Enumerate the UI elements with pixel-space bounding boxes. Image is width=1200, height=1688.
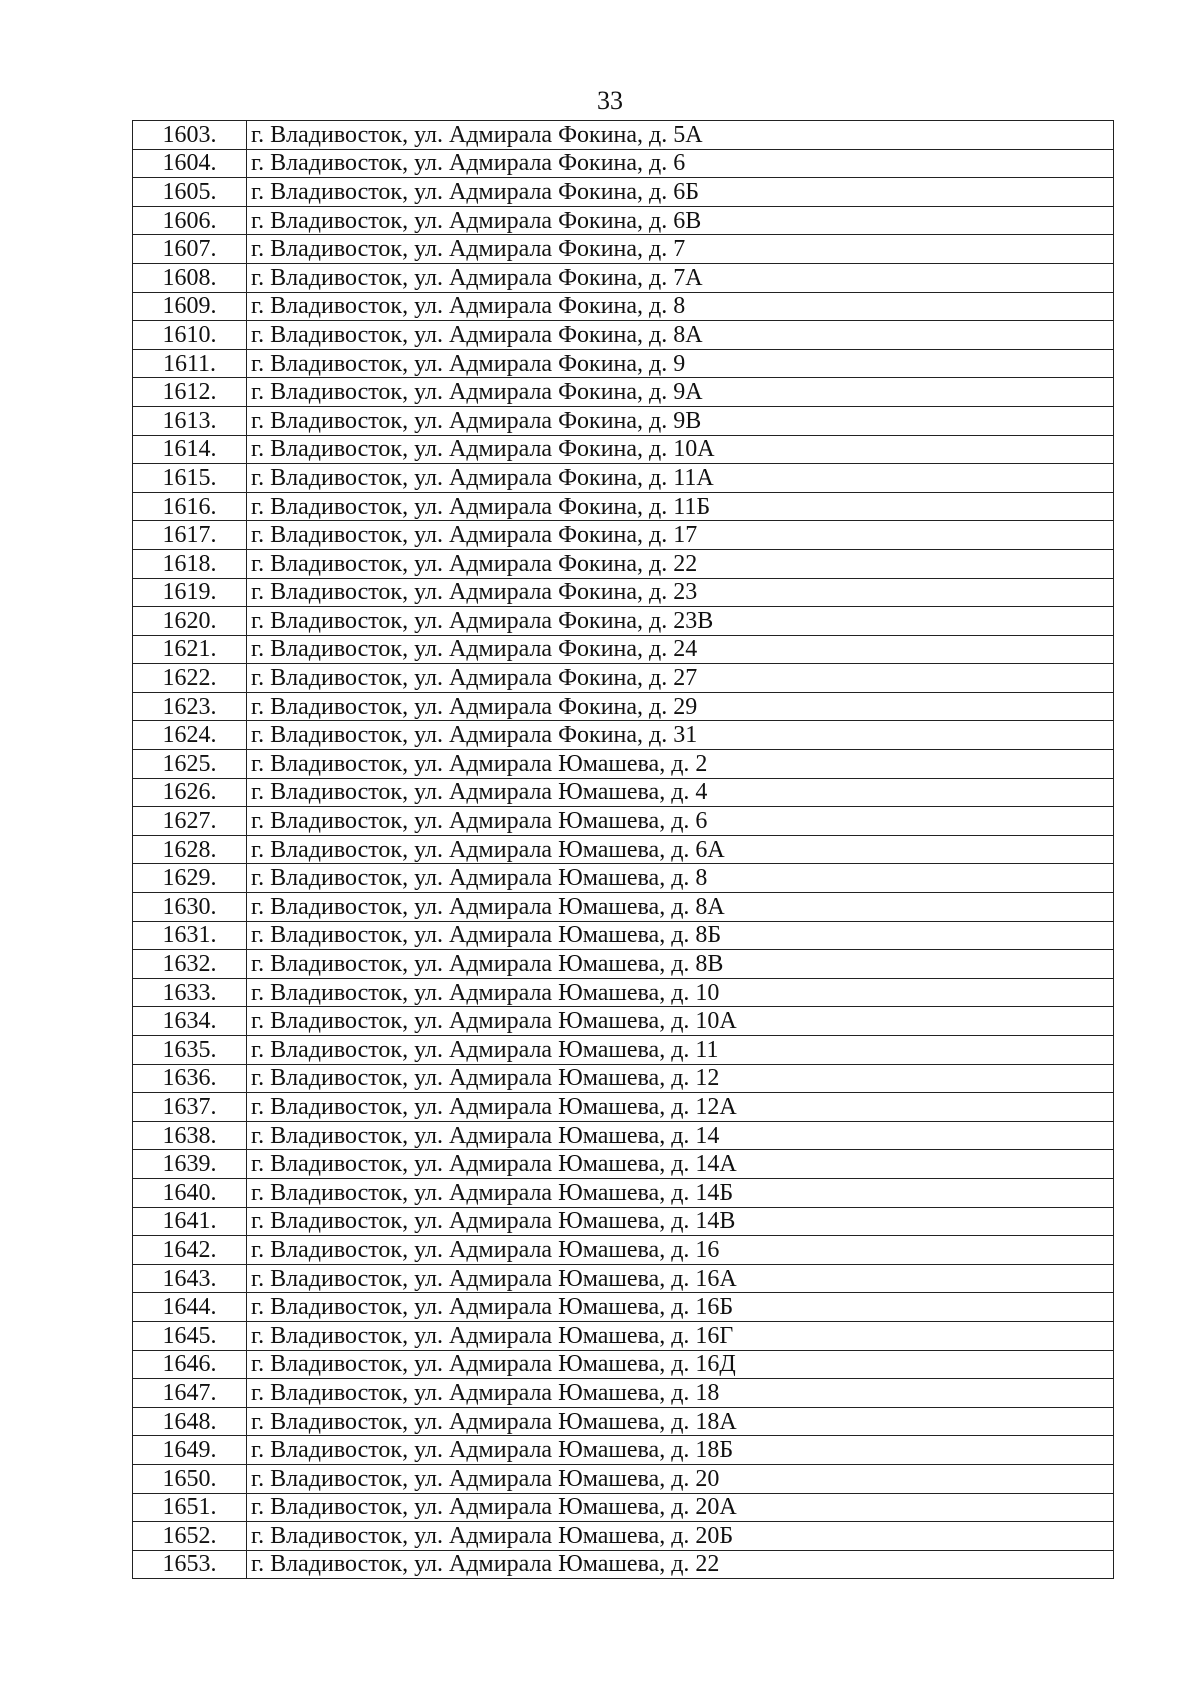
row-address: г. Владивосток, ул. Адмирала Юмашева, д. 16Д [247,1350,1114,1379]
table-row [133,978,1114,1007]
row-number: 1634. [133,1007,247,1036]
table-row [133,692,1114,721]
table-row [133,1007,1114,1036]
row-number: 1603. [133,121,247,150]
row-address: г. Владивосток, ул. Адмирала Юмашева, д. 14В [247,1207,1114,1236]
table-row [133,321,1114,350]
table-row [133,778,1114,807]
row-number: 1637. [133,1093,247,1122]
row-address: г. Владивосток, ул. Адмирала Юмашева, д. 12А [247,1093,1114,1122]
row-address: г. Владивосток, ул. Адмирала Юмашева, д. 16 [247,1236,1114,1265]
row-number: 1627. [133,807,247,836]
row-address: г. Владивосток, ул. Адмирала Фокина, д. 10А [247,435,1114,464]
row-address: г. Владивосток, ул. Адмирала Юмашева, д. 14А [247,1150,1114,1179]
row-address: г. Владивосток, ул. Адмирала Фокина, д. 17 [247,521,1114,550]
table-row [133,464,1114,493]
row-number: 1628. [133,835,247,864]
row-number: 1609. [133,292,247,321]
row-number: 1623. [133,692,247,721]
row-address: г. Владивосток, ул. Адмирала Юмашева, д. 20 [247,1464,1114,1493]
row-address: г. Владивосток, ул. Адмирала Фокина, д. 9А [247,378,1114,407]
table-row [133,1522,1114,1551]
row-address: г. Владивосток, ул. Адмирала Фокина, д. 9 [247,349,1114,378]
row-address: г. Владивосток, ул. Адмирала Юмашева, д. 4 [247,778,1114,807]
row-address: г. Владивосток, ул. Адмирала Фокина, д. 9В [247,406,1114,435]
row-number: 1613. [133,406,247,435]
row-number: 1640. [133,1178,247,1207]
table-row [133,1379,1114,1408]
row-number: 1648. [133,1407,247,1436]
table-row [133,664,1114,693]
table-row [133,1493,1114,1522]
row-address: г. Владивосток, ул. Адмирала Юмашева, д. 18Б [247,1436,1114,1465]
table-row [133,1150,1114,1179]
table-row [133,1293,1114,1322]
table-row [133,1207,1114,1236]
row-number: 1652. [133,1522,247,1551]
row-address: г. Владивосток, ул. Адмирала Фокина, д. 22 [247,549,1114,578]
row-address: г. Владивосток, ул. Адмирала Юмашева, д. 8 [247,864,1114,893]
page-number: 33 [597,86,623,115]
table-row [133,893,1114,922]
table-row [133,378,1114,407]
table-row [133,235,1114,264]
row-number: 1633. [133,978,247,1007]
address-table [132,120,1114,1579]
table-row [133,149,1114,178]
row-number: 1649. [133,1436,247,1465]
row-number: 1620. [133,607,247,636]
row-number: 1629. [133,864,247,893]
row-number: 1615. [133,464,247,493]
row-address: г. Владивосток, ул. Адмирала Юмашева, д. 10 [247,978,1114,1007]
row-address: г. Владивосток, ул. Адмирала Юмашева, д. 16Б [247,1293,1114,1322]
table-row [133,835,1114,864]
row-number: 1617. [133,521,247,550]
row-number: 1651. [133,1493,247,1522]
row-address: г. Владивосток, ул. Адмирала Юмашева, д. 2 [247,750,1114,779]
row-address: г. Владивосток, ул. Адмирала Юмашева, д. 10А [247,1007,1114,1036]
row-number: 1625. [133,750,247,779]
table-row [133,1321,1114,1350]
table-row [133,1550,1114,1579]
table-row [133,750,1114,779]
table-row [133,521,1114,550]
row-number: 1644. [133,1293,247,1322]
row-number: 1630. [133,893,247,922]
row-number: 1632. [133,950,247,979]
table-row [133,206,1114,235]
row-address: г. Владивосток, ул. Адмирала Юмашева, д. 20Б [247,1522,1114,1551]
table-row [133,721,1114,750]
table-row [133,1036,1114,1065]
row-number: 1624. [133,721,247,750]
row-number: 1611. [133,349,247,378]
row-number: 1618. [133,549,247,578]
table-row [133,1093,1114,1122]
row-number: 1606. [133,206,247,235]
row-address: г. Владивосток, ул. Адмирала Юмашева, д. 18А [247,1407,1114,1436]
table-row [133,1407,1114,1436]
table-row [133,950,1114,979]
table-row [133,807,1114,836]
row-address: г. Владивосток, ул. Адмирала Юмашева, д. 22 [247,1550,1114,1579]
table-row [133,1436,1114,1465]
row-number: 1653. [133,1550,247,1579]
row-address: г. Владивосток, ул. Адмирала Юмашева, д. 14Б [247,1178,1114,1207]
row-address: г. Владивосток, ул. Адмирала Фокина, д. 6В [247,206,1114,235]
row-number: 1641. [133,1207,247,1236]
row-address: г. Владивосток, ул. Адмирала Фокина, д. 27 [247,664,1114,693]
row-address: г. Владивосток, ул. Адмирала Юмашева, д. 16Г [247,1321,1114,1350]
row-number: 1645. [133,1321,247,1350]
row-number: 1605. [133,178,247,207]
row-address: г. Владивосток, ул. Адмирала Фокина, д. 6 [247,149,1114,178]
row-number: 1608. [133,263,247,292]
row-number: 1610. [133,321,247,350]
table-row [133,1350,1114,1379]
table-row [133,1064,1114,1093]
table-row [133,292,1114,321]
row-address: г. Владивосток, ул. Адмирала Юмашева, д. 8Б [247,921,1114,950]
row-number: 1621. [133,635,247,664]
table-row [133,607,1114,636]
row-address: г. Владивосток, ул. Адмирала Фокина, д. 7А [247,263,1114,292]
row-address: г. Владивосток, ул. Адмирала Фокина, д. 23 [247,578,1114,607]
table-row [133,1236,1114,1265]
table-row [133,178,1114,207]
table-row [133,406,1114,435]
row-number: 1638. [133,1121,247,1150]
row-number: 1607. [133,235,247,264]
row-address: г. Владивосток, ул. Адмирала Юмашева, д. 6А [247,835,1114,864]
row-number: 1614. [133,435,247,464]
row-address: г. Владивосток, ул. Адмирала Фокина, д. 8 [247,292,1114,321]
row-address: г. Владивосток, ул. Адмирала Юмашева, д. 8А [247,893,1114,922]
row-address: г. Владивосток, ул. Адмирала Юмашева, д. 8В [247,950,1114,979]
row-address: г. Владивосток, ул. Адмирала Фокина, д. 23В [247,607,1114,636]
table-row [133,435,1114,464]
table-row [133,1121,1114,1150]
row-address: г. Владивосток, ул. Адмирала Фокина, д. 5А [247,121,1114,150]
row-number: 1604. [133,149,247,178]
table-row [133,1264,1114,1293]
row-address: г. Владивосток, ул. Адмирала Фокина, д. 29 [247,692,1114,721]
table-row [133,492,1114,521]
row-number: 1616. [133,492,247,521]
row-number: 1631. [133,921,247,950]
table-row [133,549,1114,578]
row-address: г. Владивосток, ул. Адмирала Фокина, д. 8А [247,321,1114,350]
table-row [133,578,1114,607]
table-row [133,349,1114,378]
row-number: 1647. [133,1379,247,1408]
row-address: г. Владивосток, ул. Адмирала Фокина, д. 11А [247,464,1114,493]
row-address: г. Владивосток, ул. Адмирала Юмашева, д. 16А [247,1264,1114,1293]
row-number: 1612. [133,378,247,407]
row-address: г. Владивосток, ул. Адмирала Фокина, д. 6Б [247,178,1114,207]
row-number: 1650. [133,1464,247,1493]
row-number: 1636. [133,1064,247,1093]
row-address: г. Владивосток, ул. Адмирала Юмашева, д. 20А [247,1493,1114,1522]
row-number: 1626. [133,778,247,807]
row-number: 1622. [133,664,247,693]
row-number: 1619. [133,578,247,607]
row-number: 1646. [133,1350,247,1379]
table-row [133,263,1114,292]
table-body [133,121,1114,1579]
row-number: 1642. [133,1236,247,1265]
row-number: 1635. [133,1036,247,1065]
row-address: г. Владивосток, ул. Адмирала Юмашева, д. 12 [247,1064,1114,1093]
row-address: г. Владивосток, ул. Адмирала Фокина, д. 11Б [247,492,1114,521]
row-address: г. Владивосток, ул. Адмирала Юмашева, д. 18 [247,1379,1114,1408]
table-row [133,864,1114,893]
row-address: г. Владивосток, ул. Адмирала Фокина, д. 24 [247,635,1114,664]
row-address: г. Владивосток, ул. Адмирала Юмашева, д. 14 [247,1121,1114,1150]
table-row [133,1464,1114,1493]
row-address: г. Владивосток, ул. Адмирала Фокина, д. 31 [247,721,1114,750]
row-number: 1639. [133,1150,247,1179]
table-row [133,1178,1114,1207]
row-address: г. Владивосток, ул. Адмирала Юмашева, д. 6 [247,807,1114,836]
row-address: г. Владивосток, ул. Адмирала Юмашева, д. 11 [247,1036,1114,1065]
row-address: г. Владивосток, ул. Адмирала Фокина, д. 7 [247,235,1114,264]
table-row [133,921,1114,950]
row-number: 1643. [133,1264,247,1293]
table-row [133,121,1114,150]
table-row [133,635,1114,664]
